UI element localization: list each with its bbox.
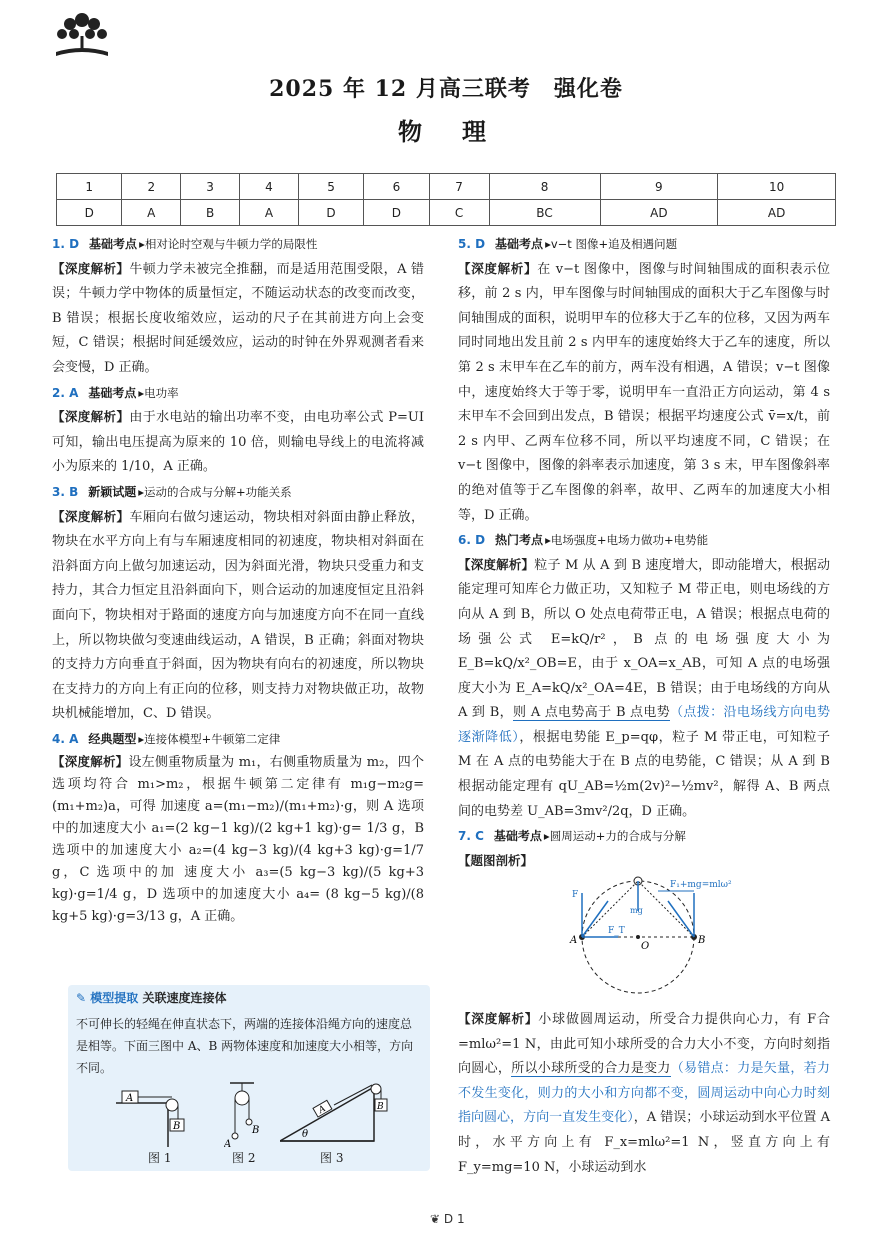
footer-logo-icon: ❦ bbox=[430, 1212, 441, 1226]
figure-3-caption: 图 3 bbox=[320, 1151, 344, 1165]
ball-a-label: A bbox=[224, 1139, 232, 1147]
question-6 bbox=[458, 528, 830, 824]
analysis-text-3: 1/3 g，B 选项中的加速度大小 a₂=(4 kg−3 kg)/(4 kg+3 kg)·g=1/7 g，C 选项中的加 bbox=[52, 821, 425, 881]
question-header bbox=[52, 727, 424, 752]
answer-value: D bbox=[364, 200, 429, 226]
question-4 bbox=[52, 727, 424, 929]
analysis-tag: 【深度解析】 bbox=[52, 260, 130, 276]
model-extraction-box bbox=[68, 985, 430, 1171]
answer-number-row bbox=[57, 174, 836, 200]
answer-value: A bbox=[122, 200, 181, 226]
answer-number: 5 bbox=[298, 174, 363, 200]
question-kind: 新颖试题 bbox=[88, 484, 137, 499]
figure-1-caption: 图 1 bbox=[148, 1151, 172, 1165]
analysis-text: 牛顿力学未被完全推翻，而是适用范围受限，A 错误；牛顿力学中物体的质量恒定，不随运动状态的改变而改变，B 错误；根据长度收缩效应，运动的尺子在其前进方向上会变短，C 错误；根据时间延缓效应，运动的时钟在外界观测者看来会变慢，D 正确。 bbox=[52, 261, 424, 375]
figure-analysis-tag: 【题图剖析】 bbox=[458, 852, 534, 868]
answer-number: 4 bbox=[240, 174, 299, 200]
angle-theta-label: θ bbox=[302, 1129, 309, 1140]
analysis-text-4: 速度大小 a₃=(5 kg−3 kg)/(5 kg+3 kg)·g=1/4 g，D 选项中的加速度大小 a₄= bbox=[52, 865, 424, 903]
figure-3-diagram bbox=[280, 1081, 390, 1145]
question-header bbox=[458, 824, 830, 849]
center-o-label: O bbox=[641, 941, 650, 953]
exam-title: 2025 年 12 月高三联考 强化卷 bbox=[269, 76, 623, 102]
question-topic: ▸相对论时空观与牛顿力学的局限性 bbox=[139, 237, 318, 251]
question-5 bbox=[458, 232, 830, 528]
answer-value: D bbox=[298, 200, 363, 226]
question-topic: ▸连接体模型+牛顿第二定律 bbox=[138, 731, 281, 746]
answer-value: D bbox=[57, 200, 122, 226]
answer-number: 6 bbox=[364, 174, 429, 200]
tension-label: F_T bbox=[608, 926, 625, 937]
hanging-b-label: B bbox=[377, 1102, 384, 1112]
question-header bbox=[52, 381, 424, 406]
answer-table bbox=[56, 173, 836, 226]
analysis-tag: 【深度解析】 bbox=[458, 260, 538, 276]
question-header bbox=[52, 480, 424, 505]
point-a-label: A bbox=[570, 935, 578, 947]
pencil-icon: ✎ bbox=[76, 991, 87, 1005]
question-header bbox=[52, 232, 424, 257]
question-kind: 基础考点 bbox=[493, 829, 542, 844]
underlined-conclusion: 所以小球所受的合力是变力 bbox=[511, 1061, 671, 1077]
answer-value: B bbox=[181, 200, 240, 226]
analysis-tag: 【深度解析】 bbox=[52, 409, 130, 425]
page-footer bbox=[430, 1212, 465, 1226]
question-topic: ▸圆周运动+力的合成与分解 bbox=[543, 829, 686, 844]
slope-block-a-label: A bbox=[316, 1103, 328, 1116]
question-topic: ▸运动的合成与分解+功能关系 bbox=[138, 484, 292, 499]
net-force-label: F₁+mg=mlω² bbox=[670, 880, 732, 891]
analysis-text-2: ，A 错误；小球运动到水平位置 A 时，水平方向上有 F_x=mlω²=1 N，竖直方向上有 F_y=mg=10 N，小球运动到水 bbox=[458, 1110, 830, 1175]
force-f-label: F bbox=[572, 890, 579, 901]
question-number: 6. D bbox=[458, 533, 486, 548]
answer-number: 9 bbox=[600, 174, 718, 200]
analysis-tag: 【深度解析】 bbox=[458, 556, 535, 572]
question-topic: ▸v−t 图像+追及相遇问题 bbox=[545, 237, 678, 251]
question-kind: 经典题型 bbox=[88, 731, 137, 746]
right-column bbox=[458, 232, 830, 1180]
analysis-text-2: ，根据电势能 E_p=qφ，粒子 M 带正电，可知粒子 M 在 A 点的电势能大于在 B 点的电势能，C 错误；从 A 到 B 根据动能定理有 qU_AB=½m(2v)²−½mv²，解得 A、B 两点间的电势差 U_AB=3mv²/2q，D 正确。 bbox=[458, 729, 830, 819]
answer-value: BC bbox=[489, 200, 600, 226]
question-number: 5. D bbox=[458, 237, 486, 251]
answer-number: 2 bbox=[122, 174, 181, 200]
analysis-text: 由于水电站的输出功率不变，由电功率公式 P=UI 可知，输出电压提高为原来的 10 倍，则输电导线上的电流将减小为原来的 1/10，A 正确。 bbox=[52, 410, 424, 475]
ball-b-label: B bbox=[252, 1125, 260, 1136]
answer-value: AD bbox=[600, 200, 718, 226]
question-number: 3. B bbox=[52, 484, 79, 499]
block-b-label: B bbox=[173, 1121, 181, 1132]
model-title bbox=[76, 989, 226, 1006]
figure-2-diagram bbox=[224, 1081, 264, 1147]
answer-number: 7 bbox=[429, 174, 489, 200]
publisher-logo bbox=[48, 6, 116, 62]
question-number: 7. C bbox=[458, 829, 484, 844]
answer-number: 3 bbox=[181, 174, 240, 200]
question-topic: ▸电功率 bbox=[138, 385, 179, 400]
model-label: 模型提取 bbox=[90, 991, 139, 1005]
question-number: 2. A bbox=[52, 385, 79, 400]
analysis-tag: 【深度解析】 bbox=[458, 1011, 539, 1027]
block-a-label: A bbox=[126, 1093, 134, 1104]
answer-value: A bbox=[240, 200, 299, 226]
question-kind: 基础考点 bbox=[88, 385, 137, 400]
tip-note: （点拨：沿电场线方向电势逐渐降低） bbox=[458, 705, 830, 745]
question-header bbox=[458, 232, 830, 257]
analysis-tag: 【深度解析】 bbox=[52, 508, 130, 524]
question-1 bbox=[52, 232, 424, 381]
question-7 bbox=[458, 824, 830, 1180]
circular-motion-diagram bbox=[458, 873, 830, 997]
model-heading: 关联速度连接体 bbox=[142, 991, 227, 1005]
point-b-label: B bbox=[698, 935, 706, 947]
left-column bbox=[52, 232, 424, 928]
question-kind: 热门考点 bbox=[495, 533, 544, 548]
figure-2-caption: 图 2 bbox=[232, 1151, 256, 1165]
model-text: 不可伸长的轻绳在伸直状态下，两端的连接体沿绳方向的速度总是相等。下面三图中 A、B 两物体速度和加速度大小相等，方向不同。 bbox=[76, 1017, 414, 1075]
question-number: 4. A bbox=[52, 731, 79, 746]
analysis-text-1: 设左侧重物质量为 m₁，右侧重物质量为 m₂，四个选项均符合 m₁>m₂，根据牛顿第二定律有 m₁g−m₂g=(m₁+m₂)a，可得 bbox=[52, 755, 424, 815]
question-kind: 基础考点 bbox=[89, 237, 138, 251]
underlined-conclusion: 则 A 点电势高于 B 点电势 bbox=[512, 705, 671, 721]
question-2 bbox=[52, 381, 424, 480]
question-header bbox=[458, 528, 830, 553]
analysis-text-5: (8 kg−5 kg)/(8 kg+5 kg)·g=3/13 g，A 正确。 bbox=[52, 887, 424, 925]
figure-1-diagram bbox=[116, 1085, 186, 1147]
analysis-tag: 【深度解析】 bbox=[52, 754, 129, 770]
answer-value-row bbox=[57, 200, 836, 226]
subject-title: 物 理 bbox=[398, 117, 494, 146]
analysis-text: 粒子 M 从 A 到 B 速度增大，即动能增大，根据动能定理可知库仑力做正功，又知粒子 M 带正电，则电场线的方向从 A 到 B，所以 O 处点电荷带正电，A 错误；根据点电荷的场强公式 E=kQ/r²，B 点的电场强度大小为 E_B=kQ/x²_OB=E，由于 x_OA=x_AB，可知 A 点的电场强度大小为 E_A=kQ/x²_OA=4E，B 错误；由于电场线的方向从 A 到 B， bbox=[458, 557, 830, 721]
answer-number: 8 bbox=[489, 174, 600, 200]
analysis-text: 小球做圆周运动，所受合力提供向心力，有 F合=mlω²=1 N，由此可知小球所受的合力大小不变，方向时刻指向圆心， bbox=[458, 1012, 830, 1077]
answer-value: AD bbox=[718, 200, 836, 226]
question-topic: ▸电场强度+电场力做功+电势能 bbox=[545, 533, 709, 548]
page-number: D 1 bbox=[443, 1212, 465, 1226]
analysis-text-2: 加速度 a=(m₁−m₂)/(m₁+m₂)·g，则 A 选项中的加速度大小 a₁=(2 kg−1 kg)/(2 kg+1 kg)·g= bbox=[52, 799, 424, 837]
question-kind: 基础考点 bbox=[495, 237, 544, 251]
answer-number: 10 bbox=[718, 174, 836, 200]
gravity-label: mg bbox=[630, 906, 643, 916]
question-number: 1. D bbox=[52, 237, 80, 251]
answer-value: C bbox=[429, 200, 489, 226]
answer-number: 1 bbox=[57, 174, 122, 200]
analysis-text: 在 v−t 图像中，图像与时间轴围成的面积表示位移，前 2 s 内，甲车图像与时间轴围成的面积大于乙车图像与时间轴围成的面积，说明甲车的位移大于乙车的位移，又因为两车同时同地出发且前 2 s 内甲车的速度始终大于乙车的速度，所以第 2 s 末甲车在乙车的前方，两车没有相遇，A 错误；v−t 图像中，速度始终大于等于零，说明甲车一直沿正方向运动，第 4 s 末甲车不会回到出发点，B 错误；根据平均速度公式 v̄=x/t，前 2 s 内甲、乙两车位移不同，所以平均速度不同，C 错误；在 v−t 图像中，图像的斜率表示加速度，第 3 s 末，甲车图像斜率的绝对值等于乙车图像的斜率，故甲、乙两车的加速度大小相等，D 正确。 bbox=[458, 261, 830, 523]
question-3 bbox=[52, 480, 424, 727]
analysis-text: 车厢向右做匀速运动，物块相对斜面由静止释放，物块在水平方向上有与车厢速度相同的初速度，物块相对斜面在沿斜面方向上做匀加速运动，因为斜面光滑，物块只受重力和支持力，其合力恒定且沿斜面向下，则合运动的加速度恒定且沿斜面向下，物块相对于路面的速度方向与加速度方向不在同一直线上，所以物块做匀变速曲线运动，A 错误，B 正确；斜面对物块的支持力方向垂直于斜面，因为物块有向右的初速度，所以物块在支持力的方向上有正向的位移，则支持力对物块做正功，故物块机械能增加，C、D 错误。 bbox=[52, 509, 424, 722]
pitfall-note: （易错点：力是矢量，若力不发生变化，则力的大小和方向都不变，圆周运动中向心力时刻指向圆心，方向一直发生变化） bbox=[458, 1061, 830, 1126]
